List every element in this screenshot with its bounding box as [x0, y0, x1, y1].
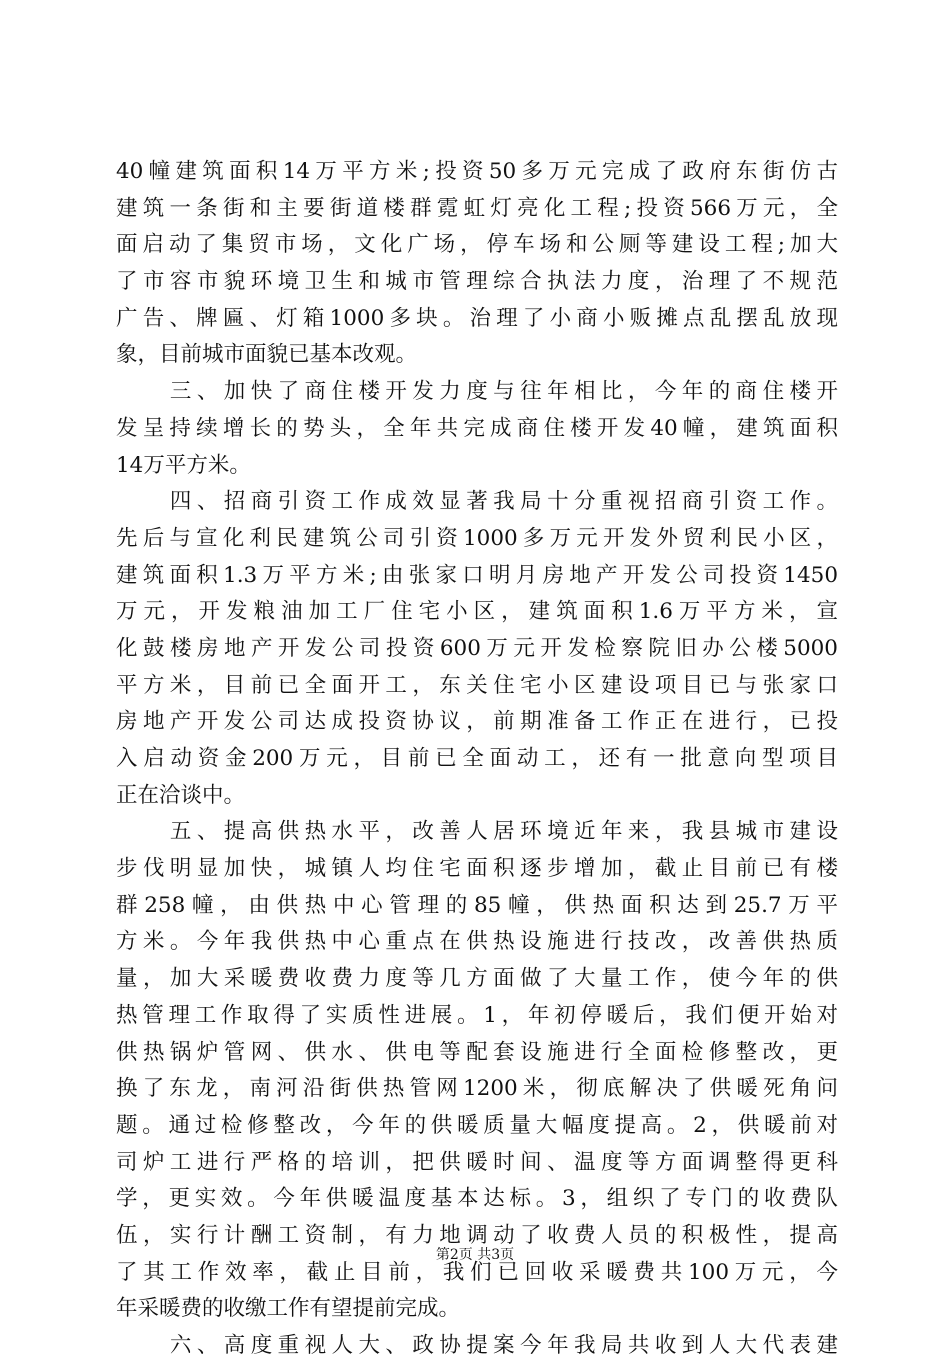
text-line: 发呈持续增长的势头，全年共完成商住楼开发40幢，建筑面积 — [116, 415, 838, 441]
text-line: 六、高度重视人大、政协提案今年我局共收到人大代表建 — [116, 1333, 838, 1358]
text-line: 化鼓楼房地产开发公司投资600万元开发检察院旧办公楼5000 — [116, 635, 838, 661]
text-line: 题。通过检修整改，今年的供暖质量大幅度提高。2，供暖前对 — [116, 1112, 838, 1138]
text-line: 司炉工进行严格的培训，把供暖时间、温度等方面调整得更科 — [116, 1149, 838, 1175]
text-line: 量，加大采暖费收费力度等几方面做了大量工作，使今年的供 — [116, 966, 838, 992]
text-line: 建筑一条街和主要街道楼群霓虹灯亮化工程;投资566万元，全 — [116, 195, 838, 221]
text-line: 了市容市貌环境卫生和城市管理综合执法力度，治理了不规范 — [116, 269, 838, 295]
page-footer: 第2页 共3页 — [435, 1247, 515, 1263]
text-line: 三、加快了商住楼开发力度与往年相比，今年的商住楼开 — [116, 379, 838, 405]
text-line: 平方米，目前已全面开工，东关住宅小区建设项目已与张家口 — [116, 672, 838, 698]
text-line: 五、提高供热水平，改善人居环境近年来，我县城市建设 — [116, 819, 838, 845]
text-line: 房地产开发公司达成投资协议，前期准备工作正在进行，已投 — [116, 709, 838, 735]
text-line: 了其工作效率，截止目前，我们已回收采暖费共100万元，今 — [116, 1259, 838, 1285]
text-line: 面启动了集贸市场，文化广场，停车场和公厕等建设工程;加大 — [116, 232, 838, 258]
text-line: 步伐明显加快，城镇人均住宅面积逐步增加，截止目前已有楼 — [116, 856, 838, 882]
text-line: 四、招商引资工作成效显著我局十分重视招商引资工作。 — [116, 489, 838, 515]
text-line: 供热锅炉管网、供水、供电等配套设施进行全面检修整改，更 — [116, 1039, 838, 1065]
text-line: 万元，开发粮油加工厂住宅小区，建筑面积1.6万平方米，宣 — [116, 599, 838, 625]
document-body — [116, 154, 838, 1365]
text-line: 群258幢，由供热中心管理的85幢，供热面积达到25.7万平 — [116, 892, 838, 918]
text-line: 14万平方米。 — [116, 452, 251, 478]
text-line: 伍，实行计酬工资制，有力地调动了收费人员的积极性，提高 — [116, 1222, 838, 1248]
text-line: 建筑面积1.3万平方米;由张家口明月房地产开发公司投资1450 — [116, 562, 838, 588]
text-line: 广告、牌匾、灯箱1000多块。治理了小商小贩摊点乱摆乱放现 — [116, 305, 838, 331]
text-line: 年采暖费的收缴工作有望提前完成。 — [116, 1296, 461, 1322]
text-line: 学，更实效。今年供暖温度基本达标。3，组织了专门的收费队 — [116, 1186, 838, 1212]
text-line: 先后与宣化利民建筑公司引资1000多万元开发外贸利民小区， — [116, 525, 838, 551]
text-line: 正在洽谈中。 — [116, 782, 246, 808]
text-line: 象，目前城市面貌已基本改观。 — [116, 342, 418, 368]
text-line: 入启动资金200万元，目前已全面动工，还有一批意向型项目 — [116, 746, 838, 771]
text-line: 热管理工作取得了实质性进展。1，年初停暖后，我们便开始对 — [116, 1002, 838, 1028]
text-line: 换了东龙，南河沿街供热管网1200米，彻底解决了供暖死角问 — [116, 1076, 838, 1102]
text-line: 40幢建筑面积14万平方米;投资50多万元完成了政府东街仿古 — [116, 159, 838, 184]
text-line: 方米。今年我供热中心重点在供热设施进行技改，改善供热质 — [116, 929, 838, 955]
